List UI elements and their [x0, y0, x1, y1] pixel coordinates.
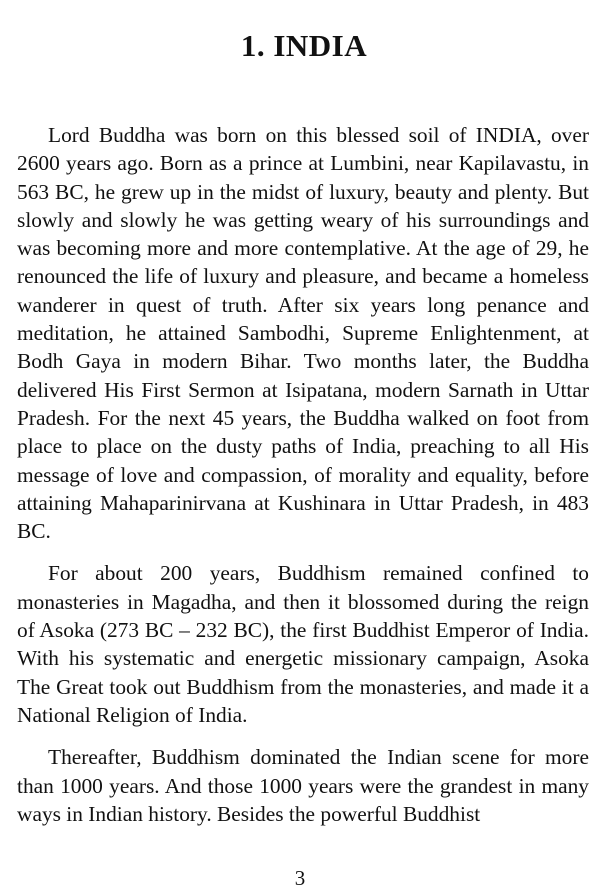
paragraph-1: Lord Buddha was born on this blessed soil of INDIA, over 2600 years ago. Born as a prince at Lumbini, near Kapilavastu, in 563 BC, he grew up in the midst of luxury, beauty and plenty. But slowly and slowly he was getting weary of his surroundings and was becoming more and more contemplative. At the age of 29, he renounced the life of luxury and pleasure, and became a homeless wanderer in quest of truth. After six years long penance and meditation, he attained Sambodhi, Supreme Enlightenment, at Bodh Gaya in modern Bihar. Two months later, the Buddha delivered His First Sermon at Isipatana, modern Sarnath in Uttar Pradesh. For the next 45 years, the Buddha walked on foot from place to place on the dusty paths of India, preaching to all His message of love and compassion, of morality and equality, before attaining Mahaparinirvana at Kushinara in Uttar Pradesh, in 483 BC.: [17, 123, 589, 544]
paragraph-2: For about 200 years, Buddhism remained confined to monasteries in Magadha, and then it blossomed during the reign of Asoka (273 BC – 232 BC), the first Buddhist Emperor of India. With his systematic and energetic missionary campaign, Asoka The Great took out Buddhism from the monasteries, and made it a National Religion of India.: [17, 561, 589, 727]
chapter-body: [17, 121, 589, 842]
chapter-title: 1. INDIA: [240, 28, 368, 63]
page-number: 3: [294, 866, 306, 890]
paragraph-3: Thereafter, Buddhism dominated the Indian scene for more than 1000 years. And those 1000 years were the grandest in many ways in Indian history. Besides the powerful Buddhist: [17, 745, 589, 826]
